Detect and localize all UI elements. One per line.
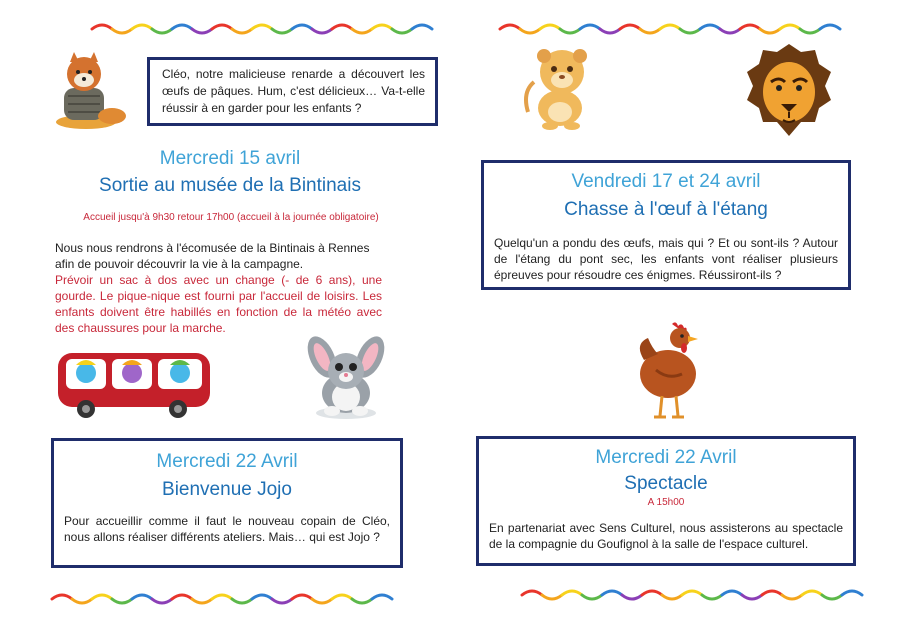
wave-bottom-left bbox=[50, 590, 405, 608]
event2-box bbox=[481, 160, 851, 290]
wave-segment bbox=[52, 595, 72, 599]
wave-segment bbox=[392, 29, 412, 33]
intro-box bbox=[147, 57, 438, 126]
wave-segment bbox=[582, 595, 602, 599]
wave-segment bbox=[292, 595, 312, 599]
wave-segment bbox=[192, 29, 212, 33]
wave-segment bbox=[312, 29, 332, 33]
wave-segment bbox=[500, 25, 520, 29]
wave-segment bbox=[272, 29, 292, 33]
event4-title: Spectacle bbox=[624, 473, 708, 494]
wave-segment bbox=[232, 599, 252, 603]
wave-segment bbox=[252, 25, 272, 29]
hen-illustration bbox=[632, 320, 708, 422]
fox-plush-illustration bbox=[46, 52, 132, 130]
wave-segment bbox=[312, 599, 332, 603]
wave-segment bbox=[760, 29, 780, 33]
wave-segment bbox=[620, 25, 640, 29]
wave-segment bbox=[372, 25, 392, 29]
event2-description: Quelqu'un a pondu des œufs, mais qui ? Et ou sont-ils ? Autour de l'étang du pont sec, les enfants vont réaliser plusieurs épreuves pour résoudre ces énigmes. Réussiront-ils ? bbox=[494, 236, 838, 282]
lion-cub-illustration bbox=[520, 42, 602, 130]
event4-time: A 15h00 bbox=[647, 497, 685, 508]
wave-segment bbox=[742, 595, 762, 599]
wave-segment bbox=[722, 591, 742, 595]
bus-illustration bbox=[54, 345, 214, 420]
event4-box bbox=[476, 436, 856, 566]
wave-segment bbox=[252, 595, 272, 599]
wave-segment bbox=[642, 591, 662, 595]
event1-title: Sortie au musée de la Bintinais bbox=[99, 175, 361, 196]
event2-title: Chasse à l'œuf à l'étang bbox=[564, 199, 768, 220]
event1-description: Nous nous rendrons à l'écomusée de la Bintinais à Rennes afin de pouvoir découvrir la vie à la campagne. bbox=[55, 241, 370, 271]
event2-date: Vendredi 17 et 24 avril bbox=[571, 171, 761, 192]
wave-segment bbox=[720, 29, 740, 33]
wave-segment bbox=[782, 595, 802, 599]
event4-date: Mercredi 22 Avril bbox=[595, 447, 737, 468]
wave-segment bbox=[622, 595, 642, 599]
wave-segment bbox=[352, 29, 372, 33]
wave-segment bbox=[560, 29, 580, 33]
wave-segment bbox=[602, 591, 622, 595]
wave-segment bbox=[702, 595, 722, 599]
wave-segment bbox=[522, 591, 542, 595]
wave-segment bbox=[682, 591, 702, 595]
wave-segment bbox=[132, 25, 152, 29]
lion-head-illustration bbox=[745, 42, 833, 140]
wave-bottom-right bbox=[520, 586, 875, 604]
wave-segment bbox=[660, 25, 680, 29]
wave-segment bbox=[212, 595, 232, 599]
wave-segment bbox=[292, 25, 312, 29]
wave-segment bbox=[172, 25, 192, 29]
wave-segment bbox=[762, 591, 782, 595]
event3-description: Pour accueillir comme il faut le nouveau copain de Cléo, nous allons réaliser différents ateliers. Mais… qui est Jojo ? bbox=[64, 514, 390, 544]
wave-segment bbox=[800, 29, 820, 33]
wave-segment bbox=[540, 25, 560, 29]
wave-segment bbox=[192, 599, 212, 603]
wave-top-left bbox=[90, 20, 440, 38]
bunny-illustration bbox=[300, 333, 392, 421]
wave-segment bbox=[662, 595, 682, 599]
wave-segment bbox=[152, 29, 172, 33]
wave-segment bbox=[212, 25, 232, 29]
event3-date: Mercredi 22 Avril bbox=[156, 451, 298, 472]
event4-description: En partenariat avec Sens Culturel, nous assisterons au spectacle de la compagnie du Goufignol à la salle de l'espace culturel. bbox=[489, 521, 843, 551]
wave-segment bbox=[780, 25, 800, 29]
intro-text: Cléo, notre malicieuse renarde a découvert les œufs de pâques. Hum, c'est délicieux… Va-t-elle réussir à en garder pour les enfants ? bbox=[162, 67, 425, 115]
wave-segment bbox=[272, 599, 292, 603]
wave-segment bbox=[132, 595, 152, 599]
wave-segment bbox=[820, 25, 840, 29]
wave-segment bbox=[92, 25, 112, 29]
wave-segment bbox=[680, 29, 700, 33]
wave-segment bbox=[700, 25, 720, 29]
wave-segment bbox=[92, 595, 112, 599]
event1-date: Mercredi 15 avril bbox=[159, 148, 301, 169]
event1-notice: Prévoir un sac à dos avec un change (- de 6 ans), une gourde. Le pique-nique est fourni par l'accueil de loisirs. Les enfants doivent être habillés en fonction de la météo avec des chaussures pour la marche. bbox=[55, 273, 382, 335]
wave-top-right bbox=[498, 20, 853, 38]
wave-segment bbox=[332, 595, 352, 599]
wave-segment bbox=[562, 591, 582, 595]
wave-segment bbox=[802, 591, 822, 595]
event1-schedule: Accueil jusqu'à 9h30 retour 17h00 (accueil à la journée obligatoire) bbox=[83, 212, 379, 223]
wave-segment bbox=[740, 25, 760, 29]
wave-segment bbox=[232, 29, 252, 33]
wave-segment bbox=[152, 599, 172, 603]
wave-segment bbox=[352, 599, 372, 603]
wave-segment bbox=[842, 591, 862, 595]
wave-segment bbox=[372, 595, 392, 599]
event3-title: Bienvenue Jojo bbox=[162, 479, 292, 500]
wave-segment bbox=[172, 595, 192, 599]
event3-box bbox=[51, 438, 403, 568]
wave-segment bbox=[112, 599, 132, 603]
wave-segment bbox=[542, 595, 562, 599]
wave-segment bbox=[600, 29, 620, 33]
wave-segment bbox=[72, 599, 92, 603]
wave-segment bbox=[520, 29, 540, 33]
wave-segment bbox=[580, 25, 600, 29]
wave-segment bbox=[822, 595, 842, 599]
wave-segment bbox=[412, 25, 432, 29]
wave-segment bbox=[332, 25, 352, 29]
wave-segment bbox=[640, 29, 660, 33]
wave-segment bbox=[112, 29, 132, 33]
